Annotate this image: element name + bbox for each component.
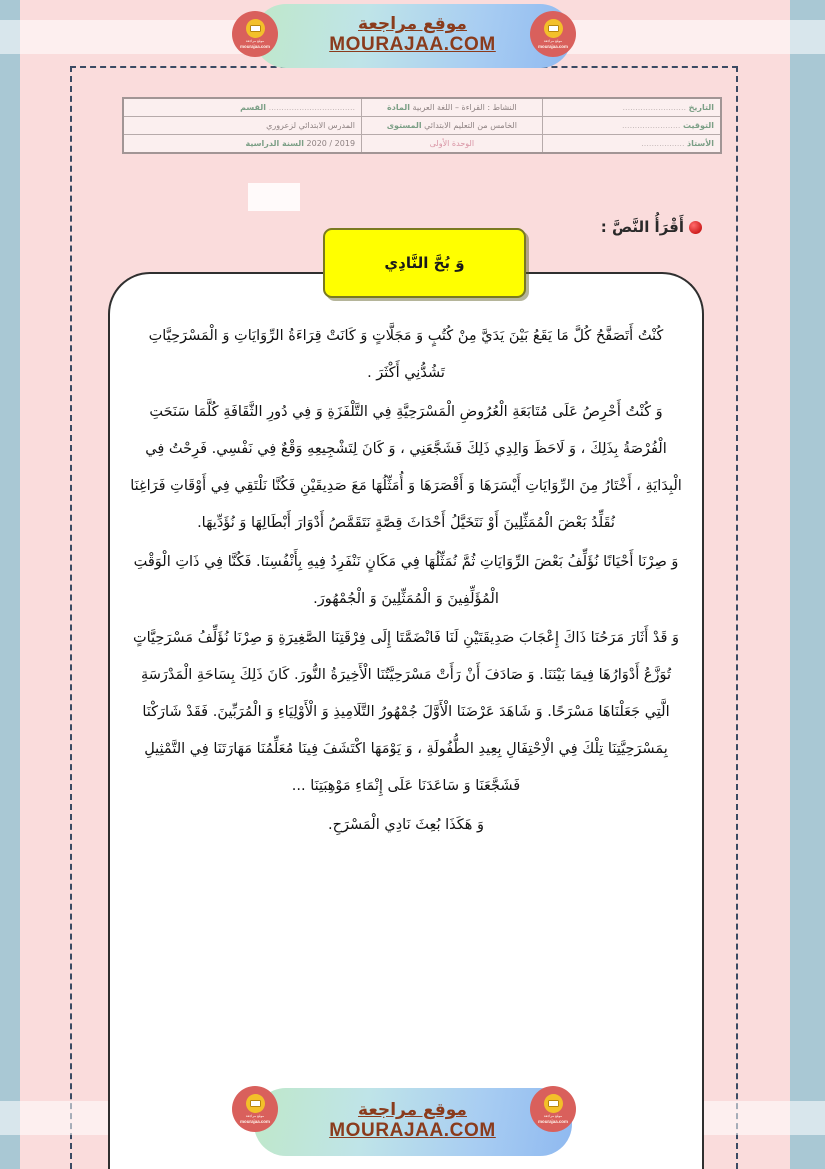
cell-unit	[362, 135, 543, 154]
watermark-arabic-text: موقع مراجعة	[358, 14, 467, 35]
cell-teacher-label: الأستاذ	[687, 139, 714, 148]
cell-date	[542, 98, 721, 117]
lesson-title-box	[323, 228, 526, 298]
book-badge-icon	[544, 1094, 563, 1113]
watermark-logo-left	[232, 11, 278, 57]
watermark-logo-right	[530, 1086, 576, 1132]
book-badge-icon	[544, 19, 563, 38]
cell-class-dots: ..................................	[268, 103, 356, 112]
table-row	[123, 117, 721, 135]
watermark-pill	[254, 4, 572, 68]
cell-year	[123, 135, 362, 154]
lesson-title: وَ بُحَّ النَّادِي	[384, 254, 465, 272]
header-identification-table	[122, 97, 722, 154]
cell-teacher-dots: .................	[641, 139, 685, 148]
cell-level-value: الخامس من التعليم الابتدائي	[424, 121, 517, 130]
cell-class	[123, 98, 362, 117]
cell-time	[542, 117, 721, 135]
worksheet-page	[20, 0, 790, 1169]
watermark-pill	[254, 1088, 572, 1156]
cell-year-value: 2019 / 2020	[306, 139, 356, 148]
cell-school	[123, 117, 362, 135]
watermark-banner-top	[0, 0, 825, 72]
watermark-logo-line2: mourajaa.com	[538, 44, 568, 50]
cell-class-label: القسم	[240, 103, 267, 112]
cell-date-dots: .........................	[622, 103, 687, 112]
cell-level	[362, 117, 543, 135]
reading-text-card	[108, 272, 704, 1169]
table-row	[123, 98, 721, 117]
watermark-logo-line1: موقع مراجعة	[245, 38, 265, 43]
cell-year-label: السنة الدراسية	[245, 139, 304, 148]
paragraph: وَ كُنْتُ أَحْرِصُ عَلَى مُتَابَعَةِ الْعُرُوضِ الْمَسْرَحِيَّةِ فِي التَّلْفَزَةِ وَ فِي دُورِ الثَّقَافَةِ كُلَّمَا سَنَحَتِ الْفُرْصَةُ بِذَلِكَ ، وَ لَاحَظَ وَالِدِي ذَلِكَ فَشَجَّعَنِي ، وَ كَانَ لِتَشْجِيعِهِ وَقْعٌ فِي نَفْسِي. فَرِحْتُ فِي الْبِدَايَةِ ، أَخْتَارُ مِنَ الرِّوَايَاتِ أَيْسَرَهَا وَ أَقْصَرَهَا وَ أُمَثِّلُهَا مَعَ صَدِيقَيْنِ فَكُنَّا نَلْتَقِي فِي أَوْقَاتِ فَرَاغِنَا نُقَلِّدُ بَعْضَ الْمُمَثِّلِينَ أَوْ نَتَخَيَّلُ أَحْدَاثَ قِصَّةٍ نَتَقَمَّصُ أَدْوَارَ أَبْطَالِهَا وَ نُؤَدِّيهَا.	[130, 404, 682, 531]
cell-date-label: التاريخ	[688, 103, 714, 112]
watermark-logo-line2: mourajaa.com	[240, 44, 270, 50]
watermark-logo-line1: موقع مراجعة	[543, 1113, 563, 1118]
cell-subject-label: المادة	[387, 103, 410, 112]
book-badge-icon	[246, 1094, 265, 1113]
watermark-site-text: MOURAJAA.COM	[329, 1119, 496, 1141]
table-row	[123, 135, 721, 154]
reading-text-body	[128, 318, 684, 846]
watermark-logo-line1: موقع مراجعة	[543, 38, 563, 43]
paragraph: وَ قَدْ أَثَارَ مَرَحُنَا ذَاكَ إِعْجَابَ صَدِيقَتَيْنِ لَنَا فَانْضَمَّتَا إِلَى فِرْقَتِنَا الصَّغِيرَةِ وَ صِرْنَا نُؤَلِّفُ مَسْرَحِيَّاتٍ تُوَزَّعُ أَدْوَارُهَا فِيمَا بَيْنَنَا. وَ صَادَفَ أَنْ رَأَتْ مَسْرَحِيَّتُنَا الْأَخِيرَةُ النُّورَ. كَانَ ذَلِكَ بِسَاحَةِ الْمَدْرَسَةِ الَّتِي جَعَلْنَاهَا مَسْرَحًا. وَ شَاهَدَ عَرْضَنَا الْأَوَّلَ جُمْهُورُ التَّلَامِيذِ وَ الْأَوْلِيَاءِ وَ الْمُرَبِّينَ. فَقَدْ شَارَكْنَا بِمَسْرَحِيَّتِنَا تِلْكَ فِي الْاِحْتِفَالِ بِعِيدِ الطُّفُولَةِ ، وَ يَوْمَهَا اكْتَشَفَ فِينَا مُعَلِّمُنَا مَهَارَتَنَا فِي التَّمْثِيلِ فَشَجَّعَنَا وَ سَاعَدَنَا عَلَى إِنْمَاءِ مَوْهِبَتِنَا ...	[132, 630, 680, 794]
book-badge-icon	[246, 19, 265, 38]
cell-time-dots: .......................	[621, 121, 681, 130]
cell-subject-value: النشاط : القراءة – اللغة العربية	[412, 103, 517, 112]
cell-school-value: المدرس الابتدائي لزعروري	[266, 121, 356, 130]
watermark-logo-line2: mourajaa.com	[538, 1119, 568, 1125]
cell-teacher	[542, 135, 721, 154]
instruction-heading	[601, 218, 702, 236]
watermark-arabic-text: موقع مراجعة	[358, 1100, 467, 1121]
cell-level-label: المستوى	[386, 121, 422, 130]
watermark-logo-line1: موقع مراجعة	[245, 1113, 265, 1118]
watermark-logo-left	[232, 1086, 278, 1132]
paragraph: كُنْتُ أَتَصَفَّحُ كُلَّ مَا يَقَعُ بَيْنَ يَدَيَّ مِنْ كُتُبٍ وَ مَجَلَّاتٍ وَ كَانَتْ قِرَاءَةُ الرِّوَايَاتِ وَ الْمَسْرَحِيَّاتِ تَشُدُّنِي أَكْثَرَ .	[148, 328, 664, 381]
instruction-label: أَقْرَأُ النَّصَّ :	[600, 218, 684, 236]
watermark-logo-line2: mourajaa.com	[240, 1119, 270, 1125]
watermark-site-text: MOURAJAA.COM	[329, 33, 496, 55]
paragraph: وَ هَكَذَا بُعِثَ نَادِي الْمَسْرَحِ.	[328, 817, 484, 833]
blank-white-box	[248, 183, 300, 211]
cell-time-label: التوقيت	[683, 121, 714, 130]
paragraph: وَ صِرْنَا أَحْيَانًا نُؤَلِّفُ بَعْضَ الرِّوَايَاتِ ثُمَّ نُمَثِّلُهَا فِي مَكَانٍ نَنْفَرِدُ فِيهِ بِأَنْفُسِنَا. فَكُنَّا فِي ذَاتِ الْوَقْتِ الْمُؤَلِّفِينَ وَ الْمُمَثِّلِينَ وَ الْجُمْهُورَ.	[133, 554, 679, 607]
cell-subject	[362, 98, 543, 117]
cell-unit-value: الوحدة الأولى	[429, 139, 475, 148]
red-dot-icon	[689, 221, 702, 234]
watermark-logo-right	[530, 11, 576, 57]
